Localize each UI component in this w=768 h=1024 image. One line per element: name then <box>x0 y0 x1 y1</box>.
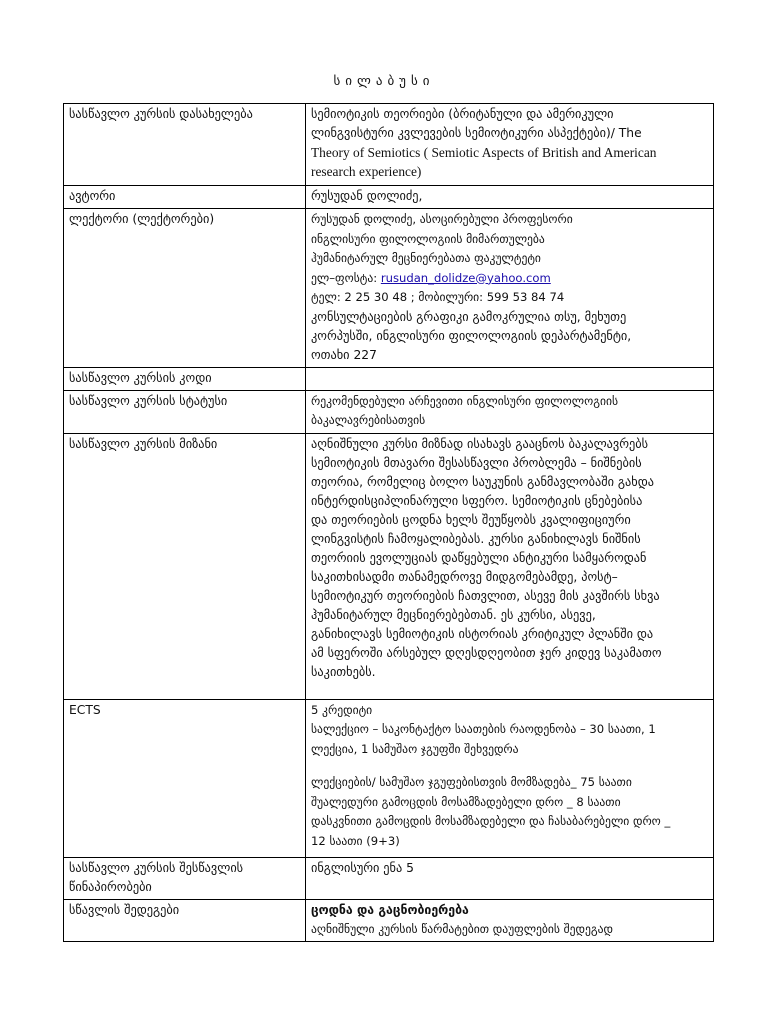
goal-line: თეორია, რომელიც ბოლო საუკუნის განმავლობაში გახდა <box>311 474 655 489</box>
lecturer-line: ინგლისური ფილოლოგიის მიმართულება <box>311 231 545 246</box>
goal-line: თეორიის ევოლუციას დაწყებული ანტიკური სამყაროდან <box>311 550 647 565</box>
course-name-line: Theory of Semiotics ( Semiotic Aspects of British and American <box>311 145 657 160</box>
ects-line: ლექციების/ სამუშაო ჯგუფებისთვის მომზადება_ 75 საათი <box>311 775 632 789</box>
goal-line: სემიოტიკის მთავარი შესასწავლი პრობლემა – ნიშნების <box>311 455 642 470</box>
table-row-course-name <box>64 104 714 186</box>
goal-line: ინტერდისციპლინარული სფერო. სემიოტიკის ცნებებისა <box>311 493 643 508</box>
goal-line: სემიოტიკურ თეორიების ჩათვლით, ასევე მის კავშირს სხვა <box>311 588 660 603</box>
ects-label: ECTS <box>64 699 306 857</box>
ects-line: დასკვნითი გამოცდის მოსამზადებელი და ჩასაბარებელი დრო _ <box>311 814 671 828</box>
course-code-value <box>306 367 714 390</box>
status-line: რეკომენდებული არჩევითი ინგლისური ფილოლოგიის <box>311 393 619 408</box>
prerequisites-label <box>64 857 306 899</box>
consultation-line: ოთახი 227 <box>311 347 377 362</box>
lecturer-line: რუსუდან დოლიძე, ასოცირებული პროფესორი <box>311 212 573 226</box>
status-label: სასწავლო კურსის სტატუსი <box>64 390 306 433</box>
table-row-status <box>64 390 714 433</box>
lecturer-line: ჰუმანიტარულ მეცნიერებათა ფაკულტეტი <box>311 251 541 265</box>
phone-line: ტელ: 2 25 30 48 ; მობილური: 599 53 84 74 <box>311 290 565 304</box>
goal-line: ჰუმანიტარულ მეცნიერებებთან. ეს კურსი, ასევე, <box>311 607 596 622</box>
outcomes-line: აღნიშნული კურსის წარმატებით დაუფლების შედეგად <box>311 921 614 936</box>
goal-line: და თეორიების ცოდნა ხელს შეუწყობს კვალიფიციური <box>311 512 631 527</box>
table-row-outcomes <box>64 899 714 942</box>
goal-label: სასწავლო კურსის მიზანი <box>64 433 306 699</box>
consultation-line: კონსულტაციების გრაფიკი გამოკრულია თსუ, მეხუთე <box>311 309 627 324</box>
course-name-label: სასწავლო კურსის დასახელება <box>64 104 306 186</box>
outcomes-heading: ცოდნა და გაცნობიერება <box>311 902 469 917</box>
ects-line: ლექცია, 1 სამუშაო ჯგუფში შეხვედრა <box>311 741 519 756</box>
lecturer-email-line <box>311 269 708 289</box>
page-title: სილაბუსი <box>333 74 435 89</box>
table-row-lecturer <box>64 209 714 368</box>
goal-line: ამ სფეროში არსებულ დღესდღეობით ჯერ კიდევ საკამათო <box>311 645 662 660</box>
outcomes-label: სწავლის შედეგები <box>64 899 306 942</box>
ects-gap <box>311 759 708 773</box>
author-value: რუსუდან დოლიძე, <box>306 186 714 209</box>
course-code-label: სასწავლო კურსის კოდი <box>64 367 306 390</box>
table-row-ects <box>64 699 714 857</box>
prerequisites-value: ინგლისური ენა 5 <box>306 857 714 899</box>
course-name-line: სემიოტიკის თეორიები (ბრიტანული და ამერიკული <box>311 107 614 121</box>
goal-line: საკითხებს. <box>311 664 376 679</box>
status-value <box>306 390 714 433</box>
syllabus-table <box>63 103 714 942</box>
status-line: ბაკალავრებისათვის <box>311 413 426 427</box>
ects-value <box>306 699 714 857</box>
ects-line: 12 საათი (9+3) <box>311 833 400 848</box>
goal-line: აღნიშნული კურსი მიზნად ისახავს გააცნოს ბაკალავრებს <box>311 436 649 451</box>
course-name-value <box>306 104 714 186</box>
author-label: ავტორი <box>64 186 306 209</box>
lecturer-label: ლექტორი (ლექტორები) <box>64 209 306 368</box>
email-link[interactable]: rusudan_dolidze@yahoo.com <box>380 270 551 285</box>
outcomes-value <box>306 899 714 942</box>
table-row-goal <box>64 433 714 699</box>
lecturer-value <box>306 209 714 368</box>
prerequisites-label-line: სასწავლო კურსის შესწავლის <box>69 860 244 875</box>
goal-line: განიხილავს სემიოტიკის ისტორიას კრიტიკულ პლანში და <box>311 626 654 641</box>
email-label: ელ–ფოსტა: <box>311 270 381 285</box>
goal-line: საკითხისადმი თანამედროვე მიდგომებამდე, პოსტ– <box>311 569 618 584</box>
ects-line: სალექციო – საკონტაქტო საათების რაოდენობა – 30 საათი, 1 <box>311 722 656 736</box>
course-name-line: research experience) <box>311 164 422 179</box>
consultation-line: კორპუსში, ინგლისური ფილოლოგიის დეპარტამენტი, <box>311 328 632 343</box>
course-name-line: ლინგვისტური კვლევების სემიოტიკური ასპექტები)/ The <box>311 126 642 140</box>
goal-value <box>306 433 714 699</box>
prerequisites-label-line: წინაპირობები <box>69 879 152 894</box>
ects-line: შუალედური გამოცდის მოსამზადებელი დრო _ 8 საათი <box>311 794 621 809</box>
table-row-prerequisites <box>64 857 714 899</box>
goal-line: ლინგვისტის ჩამოყალიბებას. კურსი განიხილავს ნიშნის <box>311 531 641 546</box>
ects-credits: 5 კრედიტი <box>311 702 373 717</box>
table-row-course-code <box>64 367 714 390</box>
table-row-author <box>64 186 714 209</box>
